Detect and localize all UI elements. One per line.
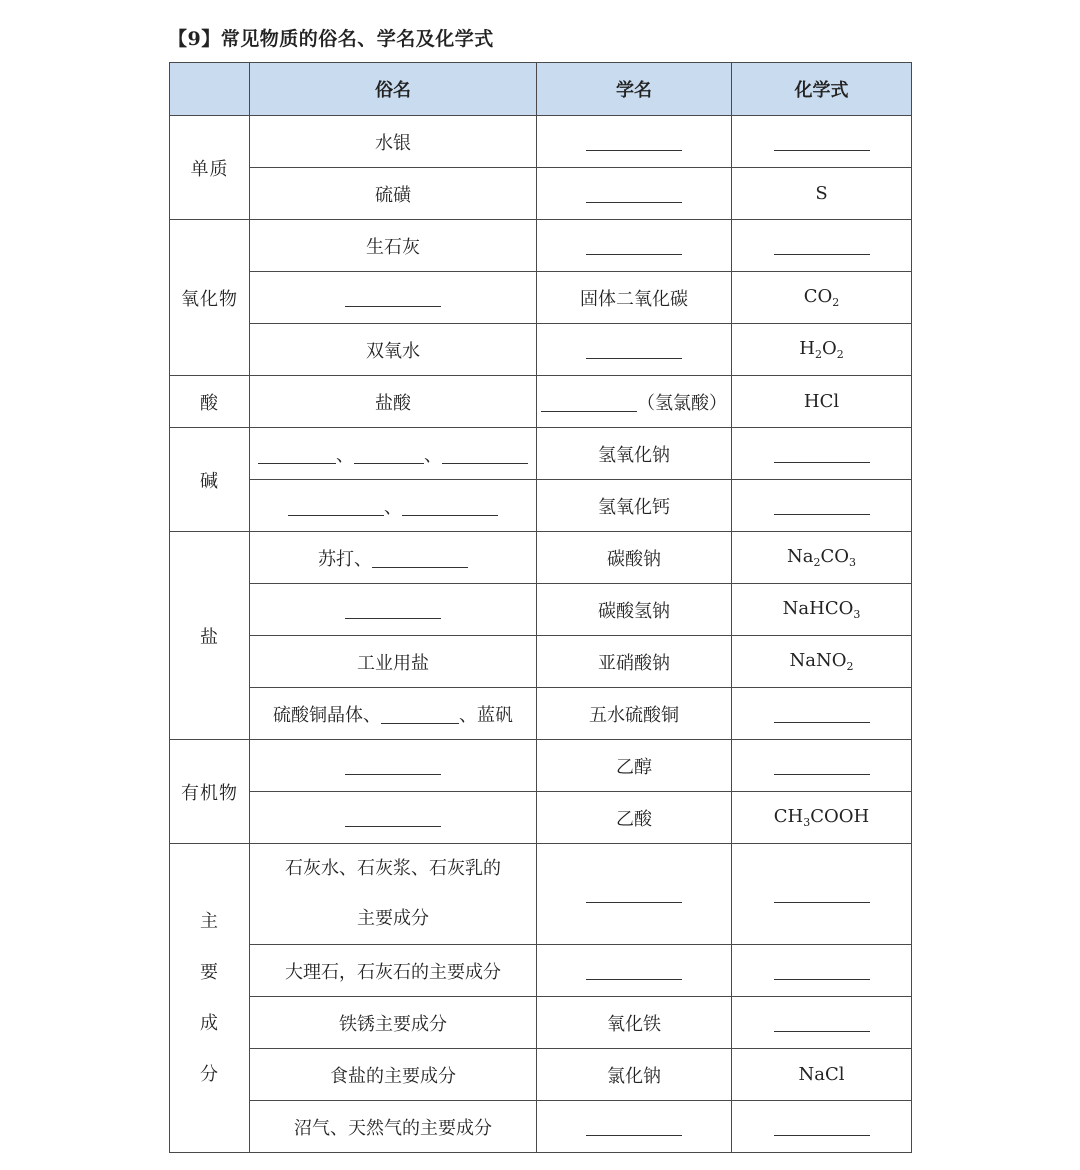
blank-line[interactable] <box>372 551 468 568</box>
common-name-cell <box>250 844 537 945</box>
table-row <box>170 116 912 168</box>
category-char: 分 <box>200 1064 219 1085</box>
table-row <box>170 532 912 584</box>
formula-cell <box>732 480 912 532</box>
scientific-name-cell <box>537 168 732 220</box>
common-prefix: 苏打、 <box>318 548 372 570</box>
blank-line[interactable] <box>774 1015 870 1032</box>
formula-subscript: 2 <box>832 296 840 309</box>
separator: 、 <box>336 444 354 466</box>
scientific-name-cell: 氧化铁 <box>537 997 732 1049</box>
blank-line[interactable] <box>381 707 459 724</box>
category-oxides: 氧化物 <box>170 220 250 376</box>
scientific-name-cell <box>537 844 732 945</box>
substance-table <box>169 62 912 1153</box>
scientific-name-cell: 氯化钠 <box>537 1049 732 1101</box>
scientific-name-cell <box>537 220 732 272</box>
blank-line[interactable] <box>774 706 870 723</box>
header-formula: 化学式 <box>732 63 912 116</box>
formula-subscript: 3 <box>853 608 861 621</box>
common-name-cell: 盐酸 <box>250 376 537 428</box>
common-name-cell <box>250 584 537 636</box>
formula-text: CO <box>820 546 849 567</box>
category-salt: 盐 <box>170 532 250 740</box>
table-row <box>170 584 912 636</box>
category-char: 成 <box>200 1013 219 1034</box>
formula-subscript: 3 <box>803 816 811 829</box>
formula-cell <box>732 1101 912 1153</box>
category-main-component <box>170 844 250 1153</box>
formula-cell: NaCl <box>732 1049 912 1101</box>
category-acid: 酸 <box>170 376 250 428</box>
common-name-cell <box>250 688 537 740</box>
formula-text: NaHCO <box>782 598 854 619</box>
page-title: 【9】常见物质的俗名、学名及化学式 <box>168 28 494 50</box>
scientific-name-cell: 乙醇 <box>537 740 732 792</box>
blank-line[interactable] <box>586 342 682 359</box>
formula-cell <box>732 945 912 997</box>
separator: 、 <box>384 496 402 518</box>
formula-cell <box>732 636 912 688</box>
blank-line[interactable] <box>774 1119 870 1136</box>
table-row <box>170 636 912 688</box>
blank-line[interactable] <box>774 238 870 255</box>
common-name-cell <box>250 532 537 584</box>
table-row <box>170 324 912 376</box>
header-row <box>170 63 912 116</box>
scientific-name-cell: 乙酸 <box>537 792 732 844</box>
common-name-cell <box>250 740 537 792</box>
formula-text: Na <box>786 546 814 567</box>
common-name-cell <box>250 480 537 532</box>
blank-line[interactable] <box>345 758 441 775</box>
table-row <box>170 376 912 428</box>
blank-line[interactable] <box>586 134 682 151</box>
table-row <box>170 220 912 272</box>
blank-line[interactable] <box>354 447 424 464</box>
table-row <box>170 1101 912 1153</box>
common-line: 石灰水、石灰浆、石灰乳的 <box>285 858 501 879</box>
formula-cell <box>732 220 912 272</box>
formula-text: CH <box>773 806 804 827</box>
table-row <box>170 1049 912 1101</box>
formula-text: NaNO <box>789 650 847 671</box>
common-name-cell <box>250 428 537 480</box>
formula-text: CO <box>803 286 833 307</box>
formula-cell <box>732 792 912 844</box>
common-name-cell: 工业用盐 <box>250 636 537 688</box>
common-name-cell: 硫磺 <box>250 168 537 220</box>
blank-line[interactable] <box>774 886 870 903</box>
formula-text: H <box>799 338 815 359</box>
category-char: 要 <box>200 962 219 983</box>
common-name-cell: 水银 <box>250 116 537 168</box>
formula-cell <box>732 532 912 584</box>
common-prefix: 硫酸铜晶体、 <box>273 704 381 726</box>
formula-text: COOH <box>810 806 870 827</box>
common-name-cell: 食盐的主要成分 <box>250 1049 537 1101</box>
category-char: 主 <box>200 911 219 932</box>
category-base: 碱 <box>170 428 250 532</box>
formula-cell <box>732 428 912 480</box>
formula-cell <box>732 584 912 636</box>
scientific-name-cell <box>537 945 732 997</box>
formula-cell <box>732 844 912 945</box>
formula-subscript: 2 <box>846 660 854 673</box>
scientific-name-cell: 氢氧化钠 <box>537 428 732 480</box>
common-name-cell: 沼气、天然气的主要成分 <box>250 1101 537 1153</box>
table-row <box>170 168 912 220</box>
scientific-name-cell: 五水硫酸铜 <box>537 688 732 740</box>
scientific-name-cell <box>537 324 732 376</box>
blank-line[interactable] <box>541 395 637 412</box>
blank-line[interactable] <box>288 499 384 516</box>
table-row <box>170 272 912 324</box>
blank-line[interactable] <box>345 290 441 307</box>
scientific-name-cell: 亚硝酸钠 <box>537 636 732 688</box>
common-name-cell <box>250 792 537 844</box>
common-name-cell: 生石灰 <box>250 220 537 272</box>
table-row <box>170 740 912 792</box>
scientific-name-cell <box>537 1101 732 1153</box>
scientific-name-cell <box>537 116 732 168</box>
scientific-name-cell: 氢氧化钙 <box>537 480 732 532</box>
scientific-name-cell <box>537 376 732 428</box>
common-name-cell: 双氧水 <box>250 324 537 376</box>
blank-line[interactable] <box>442 447 528 464</box>
formula-subscript: 3 <box>849 556 856 569</box>
table-row <box>170 792 912 844</box>
header-corner <box>170 63 250 116</box>
formula-cell: S <box>732 168 912 220</box>
scientific-name-cell: 碳酸钠 <box>537 532 732 584</box>
blank-line[interactable] <box>258 447 336 464</box>
table-row <box>170 428 912 480</box>
separator: 、 <box>424 444 442 466</box>
blank-line[interactable] <box>345 810 441 827</box>
blank-line[interactable] <box>586 886 682 903</box>
header-common-name: 俗名 <box>250 63 537 116</box>
common-suffix: 、蓝矾 <box>459 704 513 726</box>
formula-cell <box>732 997 912 1049</box>
formula-cell <box>732 688 912 740</box>
formula-cell: HCl <box>732 376 912 428</box>
formula-cell <box>732 324 912 376</box>
blank-line[interactable] <box>402 499 498 516</box>
scientific-name-cell: 碳酸氢钠 <box>537 584 732 636</box>
common-name-cell: 大理石，石灰石的主要成分 <box>250 945 537 997</box>
category-organic: 有机物 <box>170 740 250 844</box>
formula-cell <box>732 272 912 324</box>
common-line: 主要成分 <box>357 908 429 929</box>
blank-line[interactable] <box>586 963 682 980</box>
scientific-name-cell: 固体二氧化碳 <box>537 272 732 324</box>
blank-line[interactable] <box>774 963 870 980</box>
blank-line[interactable] <box>774 758 870 775</box>
blank-line[interactable] <box>586 186 682 203</box>
formula-subscript: 2 <box>836 348 844 361</box>
blank-line[interactable] <box>774 134 870 151</box>
table-row <box>170 945 912 997</box>
blank-line[interactable] <box>774 446 870 463</box>
formula-subscript: 2 <box>813 556 821 569</box>
table-row <box>170 688 912 740</box>
blank-line[interactable] <box>586 238 682 255</box>
table-row <box>170 997 912 1049</box>
header-scientific-name: 学名 <box>537 63 732 116</box>
common-name-cell <box>250 272 537 324</box>
formula-cell <box>732 116 912 168</box>
formula-text: O <box>821 338 837 359</box>
blank-line[interactable] <box>586 1119 682 1136</box>
blank-line[interactable] <box>774 498 870 515</box>
scientific-suffix: （氢氯酸） <box>637 392 727 414</box>
common-name-cell: 铁锈主要成分 <box>250 997 537 1049</box>
category-elements: 单质 <box>170 116 250 220</box>
formula-subscript: 2 <box>814 348 822 361</box>
blank-line[interactable] <box>345 602 441 619</box>
formula-cell <box>732 740 912 792</box>
table-row <box>170 480 912 532</box>
